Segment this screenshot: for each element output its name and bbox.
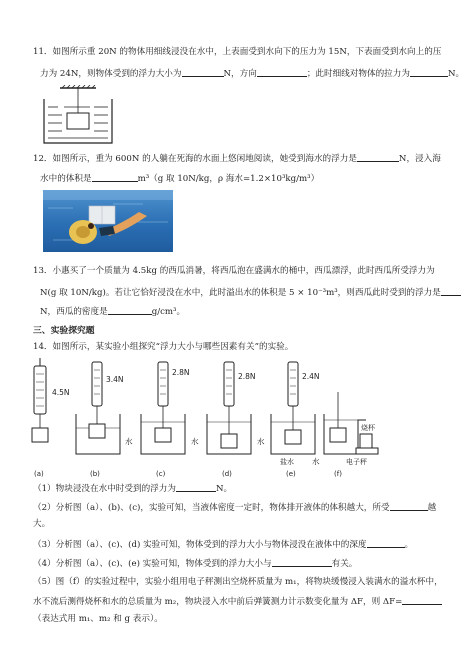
q13-text-b: N，西瓜的密度是 bbox=[40, 307, 108, 317]
q14-p4-text-b: 有关。 bbox=[331, 559, 358, 569]
setup-f bbox=[312, 392, 378, 466]
scale-label: 电子秤 bbox=[346, 458, 367, 466]
q11-blank-tension[interactable] bbox=[410, 67, 448, 77]
q12-text-d: m³（g 取 10N/kg，ρ 海水=1.2×10³kg/m³） bbox=[137, 174, 320, 184]
q14-part-3 bbox=[33, 538, 453, 551]
setup-d bbox=[191, 362, 256, 454]
liquid-label-b: 水 bbox=[125, 437, 133, 446]
caption-c: (c) bbox=[156, 470, 166, 478]
q14-blank-5[interactable] bbox=[402, 595, 442, 605]
submerged-block bbox=[67, 113, 89, 129]
beaker-label: 烧杯 bbox=[361, 424, 375, 432]
q11-blank-direction[interactable] bbox=[257, 67, 307, 77]
q11-line-2 bbox=[40, 67, 465, 80]
q14-p3-text-a: （3）分析图（a）、(c)、(d) 实验可知，物体受到的浮力大小与物体浸没在液体中的深度 bbox=[33, 540, 367, 550]
q14-blank-3[interactable] bbox=[367, 538, 405, 548]
reading-e: 2.4N bbox=[302, 372, 320, 381]
q14-p1-text-b: N。 bbox=[215, 484, 233, 494]
q14-part-5-line-3: （表达式用 m₁、m₂ 和 g 表示）。 bbox=[33, 614, 163, 624]
q12-line-2 bbox=[40, 172, 460, 185]
q14-p2-text-b: 越 bbox=[427, 503, 437, 513]
liquid-label-e: 盐水 bbox=[280, 458, 294, 466]
section-heading: 三、实验探究题 bbox=[33, 326, 95, 336]
q13-text-a: N(g 取 10N/kg)。若让它恰好浸没在水中，此时溢出水的体积是 5 × 10⁻³m³，则西瓜此时受到的浮力是 bbox=[40, 288, 441, 298]
q14-p3-text-b: 。 bbox=[404, 540, 414, 550]
caption-d: (d) bbox=[222, 470, 232, 478]
q13-line-2 bbox=[40, 286, 460, 299]
q14-p4-text-a: （4）分析图（a）、(c)、(e) 实验可知，物体受到的浮力大小与 bbox=[33, 559, 272, 569]
setup-b bbox=[76, 362, 124, 454]
q13-blank-submerged-buoyancy[interactable] bbox=[441, 286, 461, 296]
caption-a: (a) bbox=[34, 470, 44, 478]
q13-blank-density[interactable] bbox=[108, 305, 152, 315]
q14-p5-text-b: 水不流后测得烧杯和水的总质量为 m₂，物块浸入水中前后弹簧测力计示数变化量为 ΔF，则 ΔF= bbox=[33, 597, 403, 607]
q13-text-c: g/cm³。 bbox=[151, 307, 186, 317]
q14-p1-text-a: （1）物块浸没在水中时受到的浮力为 bbox=[33, 484, 176, 494]
q14-part-4 bbox=[33, 557, 453, 570]
q11-text-d: N。 bbox=[447, 69, 465, 79]
caption-b: (b) bbox=[90, 470, 100, 478]
q14-figure bbox=[28, 358, 388, 478]
q14-part-5: （5）图（f）的实验过程中，实验小组用电子秤测出空烧杯质量为 m₁，将物块缓慢浸入装满水的溢水杯中， bbox=[33, 577, 443, 587]
setup-e bbox=[257, 362, 320, 466]
reading-c: 2.8N bbox=[172, 368, 190, 377]
block bbox=[32, 428, 48, 442]
q12-blank-volume[interactable] bbox=[92, 172, 138, 182]
q14-blank-1[interactable] bbox=[176, 482, 216, 492]
q11-text-c: ；此时细线对物体的拉力为 bbox=[306, 69, 410, 79]
q14-part-1 bbox=[33, 482, 453, 495]
q12-text-a: 12．如图所示，重为 600N 的人躺在死海的水面上悠闲地阅读，她受到海水的浮力是 bbox=[33, 154, 357, 164]
q14-blank-2[interactable] bbox=[390, 501, 428, 511]
setup-c bbox=[125, 362, 190, 454]
q11-text-b: N，方向 bbox=[223, 69, 257, 79]
reading-a: 4.5N bbox=[52, 388, 70, 397]
setup-a bbox=[32, 358, 70, 442]
q11-line-1: 11．如图所示重 20N 的物体用细线浸没在水中，上表面受到水向下的压力为 15N，下表面受到水向上的压 bbox=[33, 47, 442, 57]
q14-blank-4[interactable] bbox=[272, 557, 332, 567]
liquid-label-f: 水 bbox=[312, 457, 320, 466]
q12-text-b: N，浸入海 bbox=[398, 154, 441, 164]
q12-text-c: 水中的体积是 bbox=[40, 174, 92, 184]
electronic-scale bbox=[356, 448, 378, 454]
reading-d: 2.8N bbox=[238, 372, 256, 381]
q14-part-2 bbox=[33, 501, 453, 514]
q12-blank-buoyancy[interactable] bbox=[357, 152, 399, 162]
dead-sea-photo bbox=[43, 190, 173, 252]
q14-p2-text-a: （2）分析图（a）、(b)、(c)，实验可知，当液体密度一定时，物体排开液体的体积越大，所受 bbox=[33, 503, 390, 513]
beaker bbox=[360, 434, 372, 448]
q11-figure bbox=[40, 85, 118, 145]
q13-line-1: 13．小惠买了一个质量为 4.5kg 的西瓜消暑，将西瓜泡在盛满水的桶中，西瓜漂浮，此时西瓜所受浮力为 bbox=[33, 266, 435, 276]
q11-text-a: 力为 24N，则物体受到的浮力大小为 bbox=[40, 69, 182, 79]
q14-part-2-cont: 大。 bbox=[33, 519, 51, 529]
reading-b: 3.4N bbox=[106, 375, 124, 384]
q14-intro: 14．如图所示，某实验小组探究“浮力大小与哪些因素有关”的实验。 bbox=[33, 342, 294, 352]
q11-blank-buoyancy[interactable] bbox=[182, 67, 224, 77]
q13-line-3 bbox=[40, 305, 460, 318]
caption-f: (f) bbox=[334, 470, 342, 478]
liquid-label-c: 水 bbox=[191, 437, 199, 446]
q12-line-1 bbox=[33, 152, 453, 165]
liquid-label-d: 水 bbox=[257, 437, 265, 446]
caption-e: (e) bbox=[286, 470, 296, 478]
q14-part-5-line-2 bbox=[33, 595, 453, 608]
